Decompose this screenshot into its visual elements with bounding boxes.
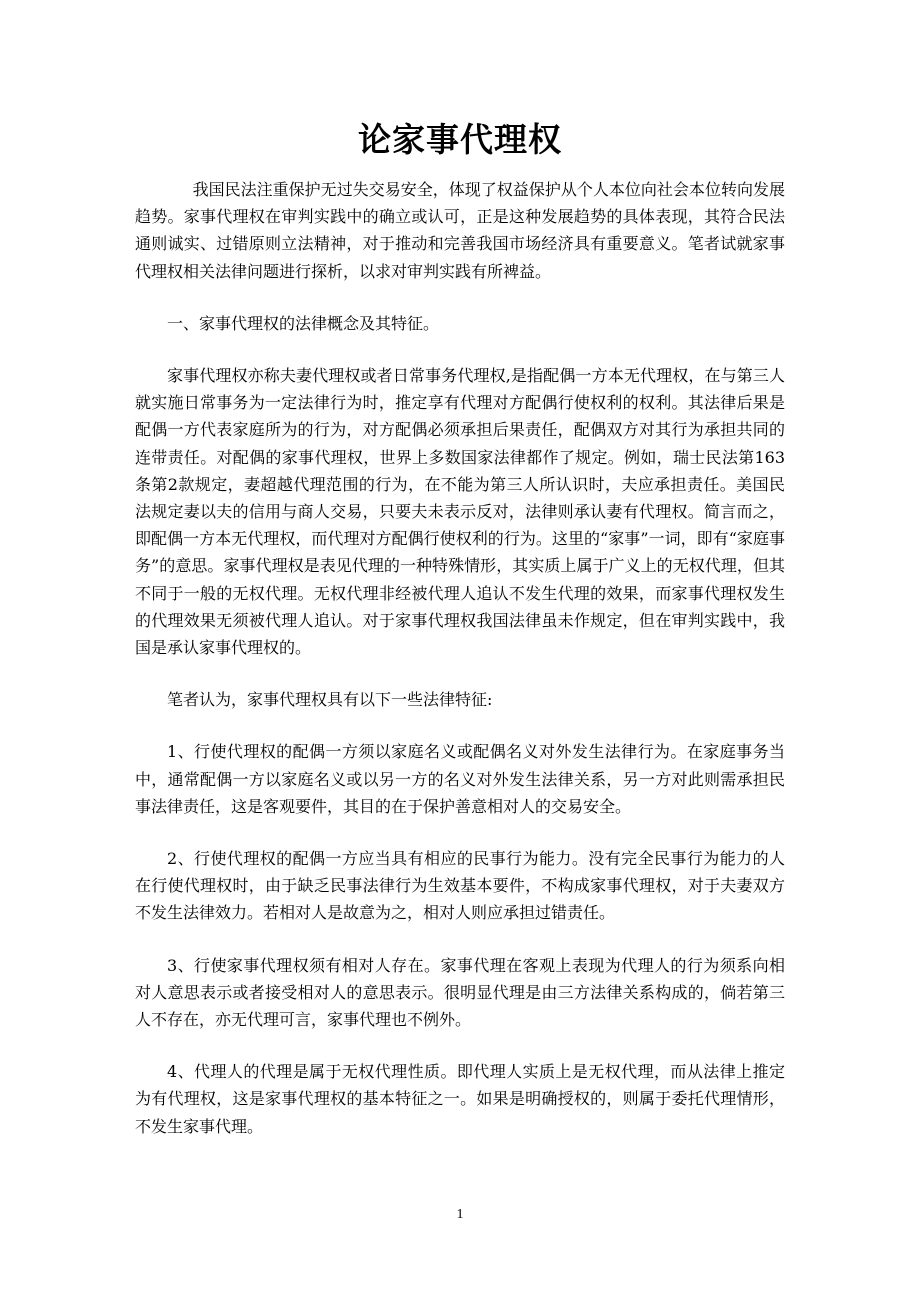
feature-2-paragraph: 2、行使代理权的配偶一方应当具有相应的民事行为能力。没有完全民事行为能力的人在行使代理权时，由于缺乏民事法律行为生效基本要件，不构成家事代理权，对于夫妻双方不发生法律效力。若相对人是故意为之，相对人则应承担过错责任。	[135, 849, 785, 923]
section-heading: 一、家事代理权的法律概念及其特征。	[167, 313, 440, 333]
definition-paragraph: 家事代理权亦称夫妻代理权或者日常事务代理权,是指配偶一方本无代理权，在与第三人就实施日常事务为一定法律行为时，推定享有代理对方配偶行使权利的权利。其法律后果是配偶一方代表家庭所为的行为，对方配偶必须承担后果责任，配偶双方对其行为承担共同的连带责任。对配偶的家事代理权，世界上多数国家法律都作了规定。例如，瑞士民法第163条第2款规定，妻超越代理范围的行为，在不能为第三人所认识时，夫应承担责任。美国民法规定妻以夫的信用与商人交易，只要夫未表示反对，法律则承认妻有代理权。简言而之，即配偶一方本无代理权，而代理对方配偶行使权利的行为。这里的“家事”一词，即有“家庭事务”的意思。家事代理权是表见代理的一种特殊情形，其实质上属于广义上的无权代理，但其不同于一般的无权代理。无权代理非经被代理人追认不发生代理的效果，而家事代理权发生的代理效果无须被代理人追认。对于家事代理权我国法律虽未作规定，但在审判实践中，我国是承认家事代理权的。	[135, 366, 785, 658]
document-title: 论家事代理权	[358, 120, 562, 159]
intro-paragraph: 我国民法注重保护无过失交易安全，体现了权益保护从个人本位向社会本位转向发展趋势。家事代理权在审判实践中的确立或认可，正是这种发展趋势的具体表现，其符合民法通则诚实、过错原则立法精神，对于推动和完善我国市场经济具有重要意义。笔者试就家事代理权相关法律问题进行探析，以求对审判实践有所裨益。	[135, 180, 785, 281]
feature-3-paragraph: 3、行使家事代理权须有相对人存在。家事代理在客观上表现为代理人的行为须系向相对人意思表示或者接受相对人的意思表示。很明显代理是由三方法律关系构成的，倘若第三人不存在，亦无代理可言，家事代理也不例外。	[135, 955, 785, 1030]
features-intro-paragraph: 笔者认为，家事代理权具有以下一些法律特征:	[167, 690, 493, 710]
page-number: 1	[456, 1207, 464, 1222]
feature-4-paragraph: 4、代理人的代理是属于无权代理性质。即代理人实质上是无权代理，而从法律上推定为有代理权，这是家事代理权的基本特征之一。如果是明确授权的，则属于委托代理情形，不发生家事代理。	[135, 1062, 785, 1136]
feature-1-paragraph: 1、行使代理权的配偶一方须以家庭名义或配偶名义对外发生法律行为。在家庭事务当中，通常配偶一方以家庭名义或以另一方的名义对外发生法律关系，另一方对此则需承担民事法律责任，这是客观要件，其目的在于保护善意相对人的交易安全。	[135, 742, 785, 816]
document-body	[135, 176, 785, 1165]
